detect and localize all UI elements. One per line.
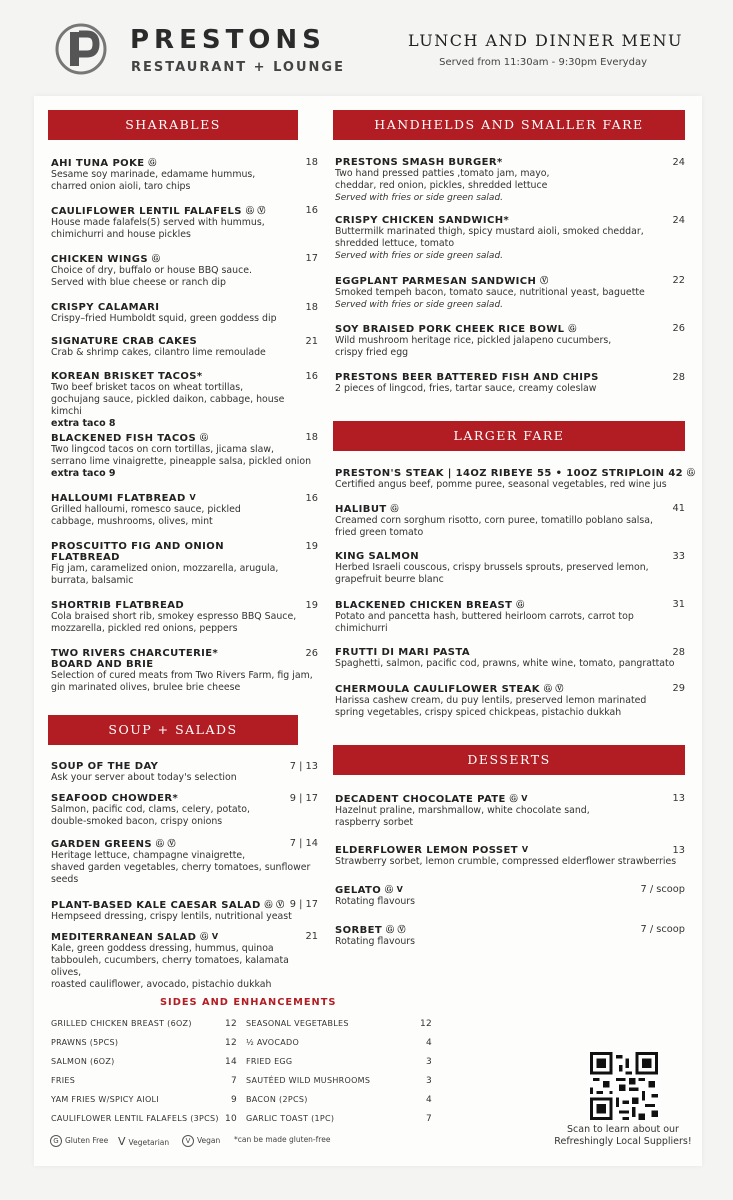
item-name-text: PRESTONS SMASH BURGER* [335, 157, 503, 168]
item-description: serrano lime vinaigrette, pineapple salsa, pickled onion [51, 456, 312, 467]
item-extra: extra taco 9 [51, 468, 116, 479]
legend-vegetarian: V Vegetarian [118, 1135, 170, 1148]
item-price: 18 [305, 432, 318, 443]
item-price: 24 [672, 157, 685, 168]
item-description: Creamed corn sorghum risotto, corn puree, tomatillo poblano salsa, [335, 515, 653, 526]
item-price: 7 | 14 [289, 838, 318, 849]
item-name [335, 884, 685, 896]
item-name-line2: BOARD AND BRIE [51, 659, 154, 670]
item-description: gin marinated olives, brulee brie cheese [51, 682, 241, 693]
item-description: Crispy–fried Humboldt squid, green goddess dip [51, 313, 277, 324]
item-name [51, 838, 318, 850]
item-name-text: GARDEN GREENS [51, 839, 152, 850]
item-name-text: PLANT-BASED KALE CAESAR SALAD [51, 900, 261, 911]
diet-tags-icon: Ⓖ Ⓥ [245, 206, 266, 215]
item-description: shaved garden vegetables, cherry tomatoes, sunflower [51, 862, 311, 873]
item-name [335, 275, 685, 287]
item-name-text: SORBET [335, 925, 383, 936]
item-description: Served with blue cheese or ranch dip [51, 277, 226, 288]
diet-tags-icon: Ⓖ V [385, 885, 404, 894]
item-name-text: CRISPY CALAMARI [51, 302, 160, 313]
item-name-text: FRUTTI DI MARI PASTA [335, 647, 470, 658]
item-name [335, 503, 685, 515]
item-description: Hempseed dressing, crispy lentils, nutritional yeast [51, 911, 292, 922]
item-description: seeds [51, 874, 79, 885]
side-item [51, 1114, 237, 1123]
menu-item [51, 600, 318, 635]
diet-tags-icon: Ⓖ [568, 324, 577, 333]
side-item-price: 12 [419, 1019, 432, 1029]
item-price: 13 [672, 845, 685, 856]
menu-item [335, 275, 685, 311]
item-description: Harissa cashew cream, du puy lentils, preserved lemon marinated [335, 695, 647, 706]
menu-item [51, 931, 318, 991]
diet-tags-icon: Ⓖ Ⓥ [543, 684, 564, 693]
item-description: fried green tomato [335, 527, 424, 538]
item-name-text: ELDERFLOWER LEMON POSSET [335, 845, 518, 856]
item-description: Hazelnut praline, marshmallow, white chocolate sand, [335, 805, 590, 816]
item-name-text: SOUP OF THE DAY [51, 761, 159, 772]
item-name-text: MEDITERRANEAN SALAD [51, 932, 197, 943]
item-description: raspberry sorbet [335, 817, 414, 828]
item-price: 21 [305, 931, 318, 942]
side-item-price: 3 [425, 1057, 432, 1067]
item-description: shredded lettuce, tomato [335, 238, 455, 249]
diet-tags-icon: Ⓖ [199, 433, 209, 442]
item-price: 16 [305, 493, 318, 504]
served-hours: Served from 11:30am - 9:30pm Everyday [439, 57, 647, 68]
item-name [51, 493, 318, 504]
side-item-price: 7 [425, 1114, 432, 1124]
item-description: spring vegetables, crispy spiced chickpeas, pistachio dukkah [335, 707, 622, 718]
item-description: Two beef brisket tacos on wheat tortillas, [51, 382, 244, 393]
item-name [51, 205, 318, 217]
item-name-text: GELATO [335, 885, 382, 896]
side-item [51, 1076, 237, 1085]
vegetarian-icon: V [118, 1135, 126, 1148]
item-price: 31 [672, 599, 685, 610]
item-description: Two hand pressed patties ,tomato jam, mayo, [335, 168, 550, 179]
side-item [51, 1057, 237, 1066]
item-name [335, 215, 685, 226]
diet-tags-icon: Ⓖ Ⓥ [155, 839, 176, 848]
diet-tags-icon: Ⓖ [686, 468, 696, 477]
gluten-free-icon: G [50, 1135, 62, 1147]
side-item-name: GARLIC TOAST (1PC) [246, 1114, 335, 1123]
item-name-text: AHI TUNA POKE [51, 158, 145, 169]
item-name-text: TWO RIVERS CHARCUTERIE* [51, 648, 219, 659]
item-price: 9 | 17 [289, 793, 318, 804]
item-description: cabbage, mushrooms, olives, mint [51, 516, 213, 527]
side-item [51, 1038, 237, 1047]
legend-note: *can be made gluten-free [234, 1135, 331, 1144]
side-item-name: ½ AVOCADO [246, 1038, 300, 1047]
menu-item [335, 467, 696, 491]
side-item-name: FRIED EGG [246, 1057, 293, 1066]
side-item-name: CAULIFLOWER LENTIL FALAFELS (3PCS) [51, 1114, 219, 1123]
item-description: Grilled halloumi, romesco sauce, pickled [51, 504, 241, 515]
qr-caption: Scan to learn about our Refreshingly Local Suppliers! [554, 1124, 692, 1147]
item-name [335, 793, 685, 805]
menu-item [335, 647, 685, 670]
item-note: Served with fries or side green salad. [335, 300, 504, 310]
item-name-text: KOREAN BRISKET TACOS* [51, 371, 203, 382]
menu-item [335, 793, 685, 829]
item-description: Spaghetti, salmon, pacific cod, prawns, white wine, tomato, pangrattato [335, 658, 675, 669]
sides-title: SIDES AND ENHANCEMENTS [160, 997, 337, 1008]
menu-item [335, 884, 685, 908]
side-item [246, 1019, 432, 1028]
item-description: Sesame soy marinade, edamame hummus, [51, 169, 256, 180]
item-description: Herbed Israeli couscous, crispy brussels sprouts, preserved lemon, [335, 562, 649, 573]
item-name [51, 336, 318, 347]
side-item-name: FRIES [51, 1076, 76, 1085]
menu-item [51, 838, 318, 886]
item-name-text: SIGNATURE CRAB CAKES [51, 336, 198, 347]
legend-gluten-free: G Gluten Free [50, 1135, 108, 1147]
item-price: 19 [305, 541, 318, 552]
item-price: 9 | 17 [289, 899, 318, 910]
side-item-price: 14 [224, 1057, 237, 1067]
item-name [335, 372, 685, 383]
side-item-name: SAUTÉED WILD MUSHROOMS [246, 1076, 371, 1085]
item-note: Served with fries or side green salad. [335, 193, 504, 203]
side-item-name: GRILLED CHICKEN BREAST (6OZ) [51, 1019, 192, 1028]
side-item-price: 9 [230, 1095, 237, 1105]
item-description: mozzarella, pickled red onions, peppers [51, 623, 238, 634]
item-name [51, 541, 318, 552]
menu-item [335, 323, 685, 359]
item-name [335, 599, 685, 611]
item-name [51, 253, 318, 265]
menu-item [335, 683, 685, 719]
legend-vegan: V Vegan [182, 1135, 220, 1147]
item-price: 21 [305, 336, 318, 347]
item-extra: extra taco 8 [51, 418, 116, 429]
diet-tags-icon: Ⓖ Ⓥ [385, 925, 406, 934]
item-description: burrata, balsamic [51, 575, 134, 586]
menu-item [51, 302, 318, 325]
side-item [246, 1076, 432, 1085]
item-description: Selection of cured meats from Two Rivers Farm, fig jam, [51, 670, 313, 681]
prestons-logo-icon [54, 22, 108, 76]
menu-item [335, 215, 685, 262]
menu-item [335, 503, 685, 539]
diet-tags-icon: Ⓖ Ⓥ [264, 900, 285, 909]
item-description: grapefruit beurre blanc [335, 574, 444, 585]
diet-tags-icon: V [189, 493, 197, 502]
menu-item [335, 845, 685, 868]
item-description: charred onion aioli, taro chips [51, 181, 191, 192]
side-item-price: 4 [425, 1095, 432, 1105]
banner-desserts: DESSERTS [333, 745, 685, 775]
item-name [51, 648, 318, 659]
item-description: Rotating flavours [335, 896, 416, 907]
diet-tags-icon: V [521, 845, 529, 854]
item-name [335, 845, 685, 856]
banner-soup-salads: SOUP + SALADS [48, 715, 298, 745]
item-name [51, 371, 318, 382]
item-description: double-smoked bacon, crispy onions [51, 816, 223, 827]
side-item-price: 10 [224, 1114, 237, 1124]
item-price: 26 [305, 648, 318, 659]
item-price: 17 [305, 253, 318, 264]
vegan-icon: V [182, 1135, 194, 1147]
menu-item [51, 432, 318, 480]
banner-sharables: SHARABLES [48, 110, 298, 140]
menu-item [51, 371, 318, 430]
item-description: Potato and pancetta hash, buttered heirloom carrots, carrot top [335, 611, 634, 622]
item-price: 24 [672, 215, 685, 226]
item-name [51, 761, 318, 772]
item-name [335, 683, 685, 695]
menu-item [335, 372, 685, 395]
diet-tags-icon: Ⓖ [390, 504, 399, 513]
item-description: Certified angus beef, pomme puree, seasonal vegetables, red wine jus [335, 479, 667, 490]
item-price: 29 [672, 683, 685, 694]
side-item-name: YAM FRIES W/SPICY AIOLI [51, 1095, 159, 1104]
item-price: 7 / scoop [640, 924, 685, 935]
item-description: Salmon, pacific cod, clams, celery, potato, [51, 804, 251, 815]
item-description: 2 pieces of lingcod, fries, tartar sauce, creamy coleslaw [335, 383, 597, 394]
diet-tags-icon: Ⓥ [540, 276, 549, 285]
item-price: 22 [672, 275, 685, 286]
item-name-text: SEAFOOD CHOWDER* [51, 793, 179, 804]
item-name-text: SHORTRIB FLATBREAD [51, 600, 185, 611]
item-price: 33 [672, 551, 685, 562]
item-description: roasted cauliflower, avocado, pistachio dukkah [51, 979, 272, 990]
item-name-text: PRESTONS BEER BATTERED FISH AND CHIPS [335, 372, 599, 383]
side-item [246, 1057, 432, 1066]
item-description: chimichurri and house pickles [51, 229, 191, 240]
item-description: chimichurri [335, 623, 388, 634]
item-name [335, 647, 685, 658]
item-name [51, 432, 318, 444]
item-price: 13 [672, 793, 685, 804]
item-description: House made falafels(5) served with hummus, [51, 217, 265, 228]
item-price: 7 / scoop [640, 884, 685, 895]
menu-item [51, 793, 318, 828]
side-item [51, 1095, 237, 1104]
qr-code-icon[interactable] [590, 1052, 658, 1120]
item-price: 41 [672, 503, 685, 514]
item-description: Buttermilk marinated thigh, spicy mustard aioli, smoked cheddar, [335, 226, 644, 237]
item-name [335, 157, 685, 168]
item-price: 16 [305, 371, 318, 382]
item-name-text: CAULIFLOWER LENTIL FALAFELS [51, 206, 242, 217]
menu-item [51, 253, 318, 289]
menu-item [51, 541, 318, 587]
menu-item [51, 336, 318, 359]
item-name-text: HALIBUT [335, 504, 387, 515]
diet-tags-icon: Ⓖ [151, 254, 161, 263]
side-item-name: PRAWNS (5PCS) [51, 1038, 119, 1047]
brand-subtitle: RESTAURANT + LOUNGE [131, 60, 345, 75]
banner-larger-fare: LARGER FARE [333, 421, 685, 451]
item-price: 19 [305, 600, 318, 611]
item-note: Served with fries or side green salad. [335, 251, 504, 261]
menu-item [51, 205, 318, 241]
menu-item [335, 924, 685, 948]
item-description: Choice of dry, buffalo or house BBQ sauce. [51, 265, 252, 276]
item-description: tabbouleh, cucumbers, cherry tomatoes, kalamata olives, [51, 955, 289, 978]
item-name [335, 467, 696, 479]
menu-item [51, 761, 318, 784]
brand-name: PRESTONS [130, 25, 326, 55]
menu-item [335, 551, 685, 586]
menu-item [51, 157, 318, 193]
item-price: 18 [305, 302, 318, 313]
item-price: 7 | 13 [289, 761, 318, 772]
item-name-text: CHERMOULA CAULIFLOWER STEAK [335, 684, 540, 695]
item-description: crispy fried egg [335, 347, 409, 358]
side-item-name: SALMON (6OZ) [51, 1057, 115, 1066]
item-name [335, 323, 685, 335]
item-name [51, 899, 318, 911]
item-name-text: HALLOUMI FLATBREAD [51, 493, 186, 504]
side-item-name: BACON (2PCS) [246, 1095, 308, 1104]
item-description: Kale, green goddess dressing, hummus, quinoa [51, 943, 274, 954]
side-item-price: 7 [230, 1076, 237, 1086]
side-item [51, 1019, 237, 1028]
item-description: Ask your server about today's selection [51, 772, 237, 783]
banner-handhelds: HANDHELDS AND SMALLER FARE [333, 110, 685, 140]
diet-tags-icon: Ⓖ V [200, 932, 219, 941]
side-item [246, 1114, 432, 1123]
item-description: Cola braised short rib, smokey espresso BBQ Sauce, [51, 611, 297, 622]
menu-item [51, 648, 318, 694]
item-name-text: SOY BRAISED PORK CHEEK RICE BOWL [335, 324, 565, 335]
side-item-price: 12 [224, 1019, 237, 1029]
side-item-price: 4 [425, 1038, 432, 1048]
item-description: Smoked tempeh bacon, tomato sauce, nutritional yeast, baguette [335, 287, 645, 298]
item-name-text: EGGPLANT PARMESAN SANDWICH [335, 276, 537, 287]
menu-item [51, 899, 318, 923]
item-name [51, 793, 318, 804]
item-name [51, 600, 318, 611]
side-item-price: 12 [224, 1038, 237, 1048]
side-item [246, 1038, 432, 1047]
item-name-text: DECADENT CHOCOLATE PATE [335, 794, 506, 805]
menu-item [51, 493, 318, 528]
item-name [335, 924, 685, 936]
item-name [51, 302, 318, 313]
item-name-text: KING SALMON [335, 551, 420, 562]
item-name-text: BLACKENED CHICKEN BREAST [335, 600, 513, 611]
item-description: Wild mushroom heritage rice, pickled jalapeno cucumbers, [335, 335, 612, 346]
item-description: Two lingcod tacos on corn tortillas, jicama slaw, [51, 444, 275, 455]
item-description: gochujang sauce, pickled daikon, cabbage, house kimchi [51, 394, 285, 417]
item-name-text: CRISPY CHICKEN SANDWICH* [335, 215, 510, 226]
item-name-text: CHICKEN WINGS [51, 254, 148, 265]
item-price: 16 [305, 205, 318, 216]
item-description: Rotating flavours [335, 936, 416, 947]
item-description: Strawberry sorbet, lemon crumble, compressed elderflower strawberries [335, 856, 677, 867]
item-name [335, 551, 685, 562]
item-price: 18 [305, 157, 318, 168]
menu-item [335, 157, 685, 204]
menu-title: LUNCH AND DINNER MENU [408, 31, 683, 50]
item-name-text: BLACKENED FISH TACOS [51, 433, 197, 444]
diet-tags-icon: Ⓖ V [509, 794, 528, 803]
item-name [51, 931, 318, 943]
item-name-text: PRESTON'S STEAK | 14OZ RIBEYE 55 • 10OZ STRIPLOIN 42 [335, 468, 684, 479]
item-description: cheddar, red onion, pickles, shredded lettuce [335, 180, 548, 191]
side-item-name: SEASONAL VEGETABLES [246, 1019, 349, 1028]
item-description: Fig jam, caramelized onion, mozzarella, arugula, [51, 563, 279, 574]
item-description: Heritage lettuce, champagne vinaigrette, [51, 850, 246, 861]
item-name-text: PROSCUITTO FIG AND ONION [51, 541, 224, 552]
item-price: 28 [672, 647, 685, 658]
side-item [246, 1095, 432, 1104]
side-item-price: 3 [425, 1076, 432, 1086]
item-description: Crab & shrimp cakes, cilantro lime remoulade [51, 347, 266, 358]
diet-tags-icon: Ⓖ [148, 158, 157, 167]
item-price: 28 [672, 372, 685, 383]
item-name-line2: FLATBREAD [51, 552, 120, 563]
item-name [51, 157, 318, 169]
diet-tags-icon: Ⓖ [516, 600, 525, 609]
item-price: 26 [672, 323, 685, 334]
menu-item [335, 599, 685, 635]
